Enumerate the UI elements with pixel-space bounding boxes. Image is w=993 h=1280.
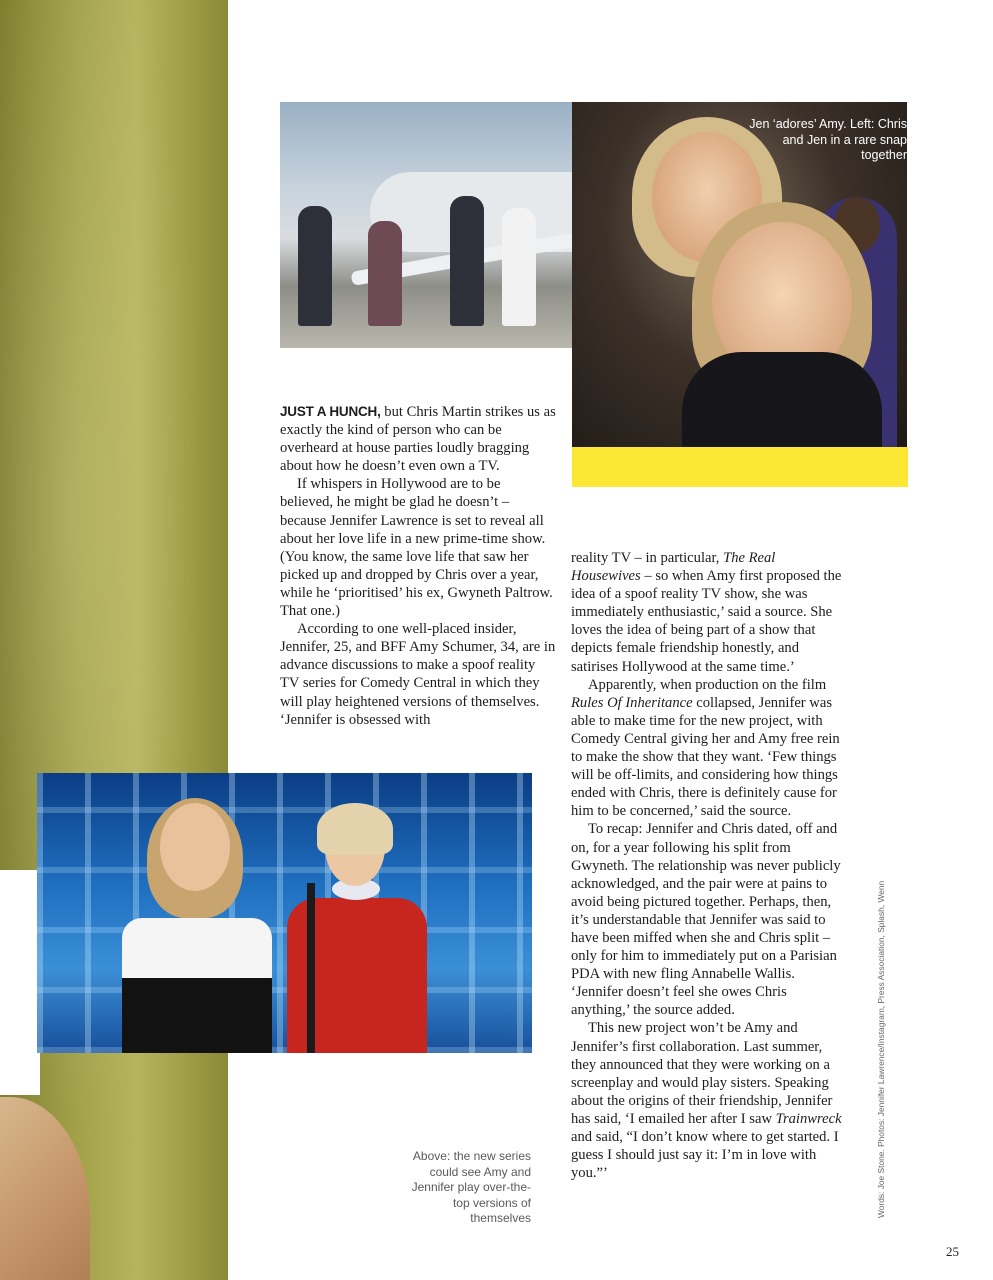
paragraph-text: but Chris Martin strikes us as exactly the kind of person who can be overheard at house parties loudly bragging about how he doesn’t even own a TV. [280, 404, 556, 475]
show-title: The Real Housewives [571, 550, 776, 585]
film-title: Rules Of Inheritance [571, 694, 693, 711]
person-figure [368, 221, 402, 326]
paragraph-text: This new project won’t be Amy and Jennifer’s first collaboration. Last summer, they announced that they were working on a screenplay and would play sisters. Speaking about the origins of their friendship, Jennifer has said, ‘I emailed her after I saw [571, 1020, 833, 1127]
article-paragraph [571, 549, 847, 676]
paragraph-text: collapsed, Jennifer was able to make time for the new project, with Comedy Central giving her and Amy free rein to make the show that they want. ‘Few things will be off-limits, and considering how things ended with Chris, there is definitely cause for him to be concerned,’ said the source. [571, 694, 840, 820]
article-paragraph [280, 403, 556, 475]
photo-amy-and-jen-on-stage [37, 773, 532, 1053]
microphone-stand [307, 883, 315, 1053]
person-figure [298, 206, 332, 326]
photo-caption-bottom: Above: the new series could see Amy and Jennifer play over-the-top versions of themselves [411, 1149, 531, 1225]
photo-chris-and-jen-airport [280, 102, 572, 348]
amy-dress [682, 352, 882, 447]
photo-credits: Words: Joe Stone. Photos: Jennifer Lawrence/Instagram, Press Association, Splash, Wenn [876, 880, 886, 1218]
article-paragraph [571, 1019, 847, 1182]
article-paragraph: According to one well-placed insider, Jennifer, 25, and BFF Amy Schumer, 34, are in advance discussions to make a spoof reality TV series for Comedy Central in which they will play heightened versions of themselves. ‘Jennifer is obsessed with [280, 621, 556, 728]
photo-caption-top: Jen ‘adores’ Amy. Left: Chris and Jen in a rare snap together [749, 117, 907, 162]
article-paragraph [571, 676, 847, 821]
lead-in-text: JUST A HUNCH, [280, 404, 381, 419]
amy-figure [122, 798, 272, 1053]
paragraph-text: Apparently, when production on the film [588, 676, 827, 693]
page-number: 25 [946, 1244, 959, 1259]
article-column-2 [571, 549, 847, 1182]
yellow-accent-bar [572, 447, 908, 487]
film-title: Trainwreck [775, 1110, 842, 1127]
amy-white-top [122, 918, 272, 978]
article-paragraph: To recap: Jennifer and Chris dated, off and on, for a year following his split from Gwyneth. The relationship was never publicly acknowledged, and the pair were at pains to avoid being pictured together. Perhaps, then, it’s understandable that Jennifer was said to have been miffed when she and Chris split – only for him to immediately put on a Parisian PDA with new fling Annabelle Wallis. ‘Jennifer doesn’t feel she owes Chris anything,’ the source added. [571, 821, 841, 1019]
article-column-1 [280, 403, 556, 729]
article-paragraph: If whispers in Hollywood are to be believed, he might be glad he doesn’t – because Jennifer Lawrence is set to reveal all about her love life in a new prime-time show. (You know, the same love life that saw her picked up and dropped by Chris over a year, while he ‘prioritised’ his ex, Gwyneth Paltrow. That one.) [280, 476, 553, 620]
white-background-block [0, 870, 40, 1095]
amy-face [160, 803, 230, 891]
paragraph-text: – so when Amy first proposed the idea of a spoof reality TV show, she was immediately enthusiastic,’ said a source. She loves the idea of being part of a show that depicts female friendship honestly, and satirises Hollywood at the same time.’ [571, 568, 842, 675]
paragraph-text: reality TV – in particular, [571, 550, 724, 566]
paragraph-text: and said, “I don’t know where to get started. I guess I should just say it: I’m in love with you.”’ [571, 1129, 839, 1182]
jen-figure [277, 803, 437, 1053]
person-figure [450, 196, 484, 326]
amy-black-skirt [122, 978, 272, 1053]
person-figure [502, 208, 536, 326]
jen-hair [317, 803, 393, 855]
